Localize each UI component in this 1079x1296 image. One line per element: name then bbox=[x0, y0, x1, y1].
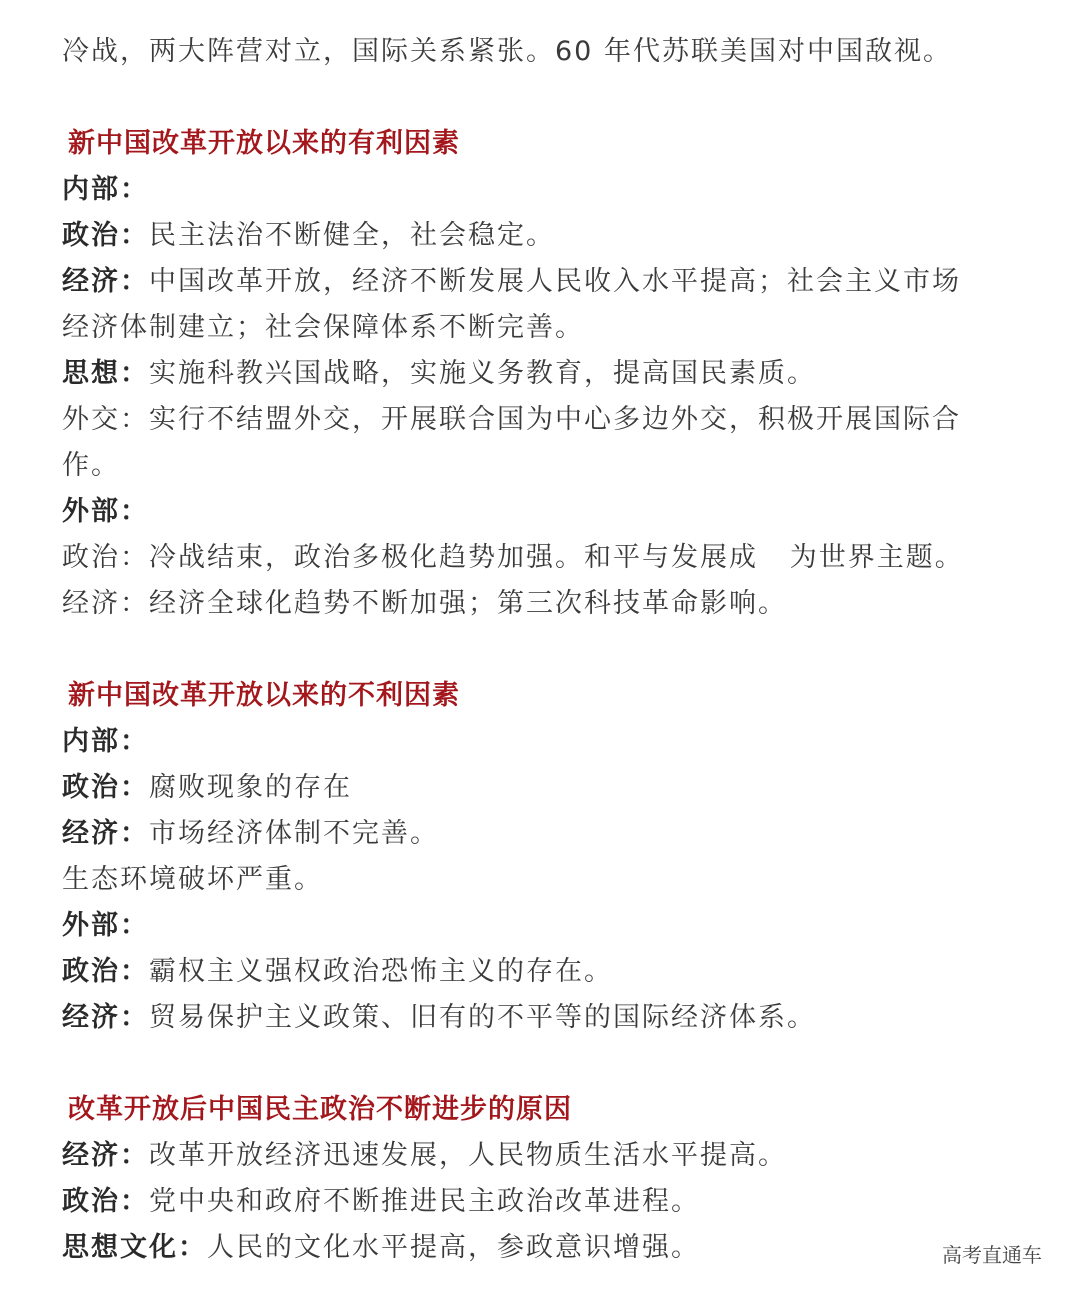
diplomacy-text-2: 作。 bbox=[62, 450, 120, 481]
s2-politics-line bbox=[62, 772, 352, 804]
thought-line bbox=[62, 358, 816, 390]
diplomacy-line-1 bbox=[62, 404, 961, 436]
s2-economy-line bbox=[62, 818, 439, 850]
economy-line-1 bbox=[62, 266, 961, 298]
watermark-text: 高考直通车 bbox=[942, 1243, 1042, 1267]
s2-politics-text: 腐败现象的存在 bbox=[149, 772, 352, 803]
politics-label: 政治： bbox=[62, 220, 149, 251]
diplomacy-label: 外交： bbox=[62, 404, 149, 435]
s2-economy-label: 经济： bbox=[62, 818, 149, 849]
economy-label: 经济： bbox=[62, 266, 149, 297]
diplomacy-text-1: 实行不结盟外交，开展联合国为中心多边外交，积极开展国际合 bbox=[149, 404, 961, 435]
s2-politics-label: 政治： bbox=[62, 772, 149, 803]
s2-ext-economy-text: 贸易保护主义政策、旧有的不平等的国际经济体系。 bbox=[149, 1002, 816, 1033]
ext-economy-label: 经济： bbox=[62, 588, 149, 619]
internal-label: 内部： bbox=[62, 174, 149, 205]
thought-label: 思想： bbox=[62, 358, 149, 389]
s3-politics-label: 政治： bbox=[62, 1186, 149, 1217]
section-heading-favorable: 新中国改革开放以来的有利因素 bbox=[68, 128, 460, 159]
s3-culture-text: 人民的文化水平提高，参政意识增强。 bbox=[207, 1232, 700, 1263]
ext-politics-text: 冷战结束，政治多极化趋势加强。和平与发展成 为世界主题。 bbox=[149, 542, 964, 573]
s3-politics-line bbox=[62, 1186, 700, 1218]
s2-external-label: 外部： bbox=[62, 910, 149, 941]
diplomacy-line-2 bbox=[62, 450, 120, 482]
thought-text: 实施科教兴国战略，实施义务教育，提高国民素质。 bbox=[149, 358, 816, 389]
s2-ecology-text: 生态环境破坏严重。 bbox=[62, 864, 323, 895]
s3-culture-line bbox=[62, 1232, 700, 1264]
external-label-line bbox=[62, 496, 149, 528]
ext-economy-text: 经济全球化趋势不断加强；第三次科技革命影响。 bbox=[149, 588, 787, 619]
economy-line-2 bbox=[62, 312, 584, 344]
s2-ext-economy-label: 经济： bbox=[62, 1002, 149, 1033]
s2-ext-politics-line bbox=[62, 956, 613, 988]
politics-line bbox=[62, 220, 555, 252]
economy-text-2: 经济体制建立；社会保障体系不断完善。 bbox=[62, 312, 584, 343]
s2-external-label-line bbox=[62, 910, 149, 942]
ext-politics-line bbox=[62, 542, 964, 574]
s3-politics-text: 党中央和政府不断推进民主政治改革进程。 bbox=[149, 1186, 700, 1217]
s2-ext-economy-line bbox=[62, 1002, 816, 1034]
s2-ext-politics-text: 霸权主义强权政治恐怖主义的存在。 bbox=[149, 956, 613, 987]
intro-line bbox=[62, 36, 952, 68]
section-heading-unfavorable: 新中国改革开放以来的不利因素 bbox=[68, 680, 460, 711]
economy-text-1: 中国改革开放，经济不断发展人民收入水平提高；社会主义市场 bbox=[149, 266, 961, 297]
s3-culture-label: 思想文化： bbox=[62, 1232, 207, 1263]
intro-text: 冷战，两大阵营对立，国际关系紧张。60 年代苏联美国对中国敌视。 bbox=[62, 36, 952, 67]
internal-label-line bbox=[62, 174, 149, 206]
external-label: 外部： bbox=[62, 496, 149, 527]
s3-economy-text: 改革开放经济迅速发展，人民物质生活水平提高。 bbox=[149, 1140, 787, 1171]
s2-economy-text: 市场经济体制不完善。 bbox=[149, 818, 439, 849]
s2-ext-politics-label: 政治： bbox=[62, 956, 149, 987]
ext-politics-label: 政治： bbox=[62, 542, 149, 573]
s2-ecology-line bbox=[62, 864, 323, 896]
section-heading-reasons: 改革开放后中国民主政治不断进步的原因 bbox=[68, 1094, 572, 1125]
s3-economy-label: 经济： bbox=[62, 1140, 149, 1171]
s2-internal-label: 内部： bbox=[62, 726, 149, 757]
politics-text: 民主法治不断健全，社会稳定。 bbox=[149, 220, 555, 251]
ext-economy-line bbox=[62, 588, 787, 620]
s2-internal-label-line bbox=[62, 726, 149, 758]
s3-economy-line bbox=[62, 1140, 787, 1172]
